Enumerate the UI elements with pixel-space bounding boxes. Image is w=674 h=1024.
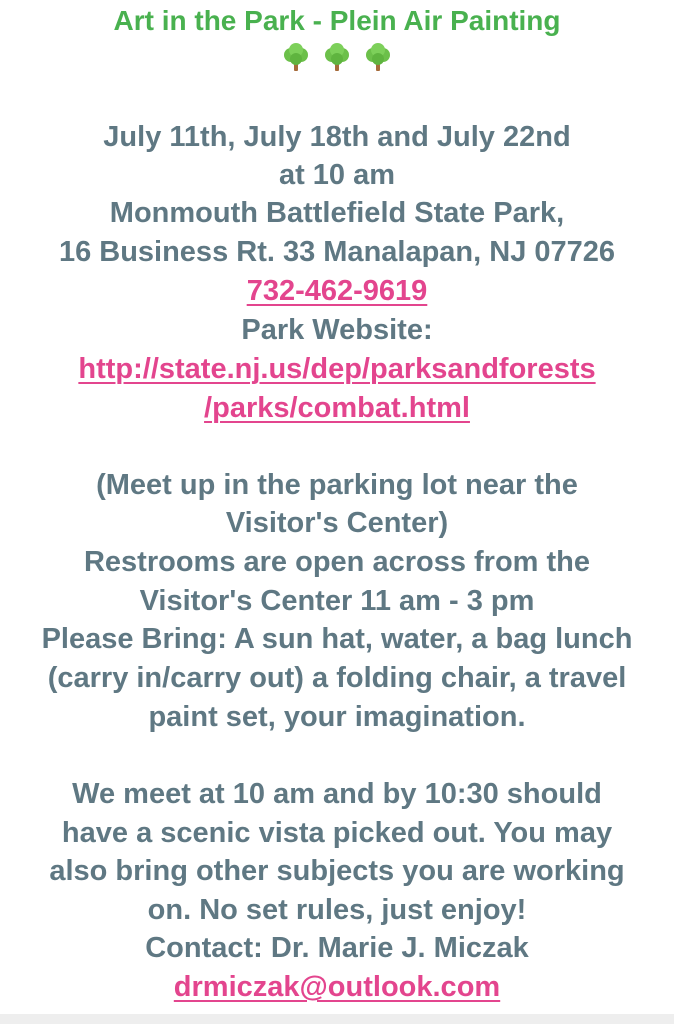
phone-link[interactable]: 732-462-9619 [246, 275, 428, 307]
meet-info-line-4: on. No set rules, just enjoy! [147, 894, 527, 926]
email-line [0, 968, 674, 1006]
tree-emoji-row [0, 42, 674, 72]
website-label: Park Website: [241, 314, 433, 346]
park-name: Monmouth Battlefield State Park, [109, 197, 565, 229]
bring-line-2: (carry in/carry out) a folding chair, a travel [47, 662, 627, 694]
event-time: at 10 am [278, 159, 396, 191]
tree-icon [322, 42, 352, 72]
meet-info-line-1: We meet at 10 am and by 10:30 should [72, 778, 602, 810]
bring-line-1: Please Bring: A sun hat, water, a bag lunch [41, 623, 633, 655]
contact-name: Contact: Dr. Marie J. Miczak [145, 932, 529, 964]
phone-line [0, 272, 674, 310]
website-url-line-2 [0, 389, 674, 427]
website-url-line-1 [0, 350, 674, 388]
bring-line-3: paint set, your imagination. [148, 701, 526, 733]
meetup-note-line-1: (Meet up in the parking lot near the [96, 469, 578, 501]
restrooms-line-1: Restrooms are open across from the [83, 546, 591, 578]
email-link[interactable]: drmiczak@outlook.com [173, 971, 501, 1003]
tree-icon [281, 42, 311, 72]
event-dates: July 11th, July 18th and July 22nd [103, 121, 571, 153]
park-address: 16 Business Rt. 33 Manalapan, NJ 07726 [58, 236, 616, 268]
website-link-continued[interactable]: /parks/combat.html [204, 392, 470, 424]
meet-info-line-3: also bring other subjects you are working [49, 855, 625, 887]
website-link[interactable]: http://state.nj.us/dep/parksandforests [78, 353, 596, 385]
meetup-note-line-2: Visitor's Center) [225, 507, 449, 539]
restrooms-line-2: Visitor's Center 11 am - 3 pm [139, 585, 535, 617]
meet-info-line-2: have a scenic vista picked out. You may [61, 817, 613, 849]
post-title: Art in the Park - Plein Air Painting [113, 5, 561, 36]
tree-icon [363, 42, 393, 72]
bottom-divider [0, 1014, 674, 1024]
